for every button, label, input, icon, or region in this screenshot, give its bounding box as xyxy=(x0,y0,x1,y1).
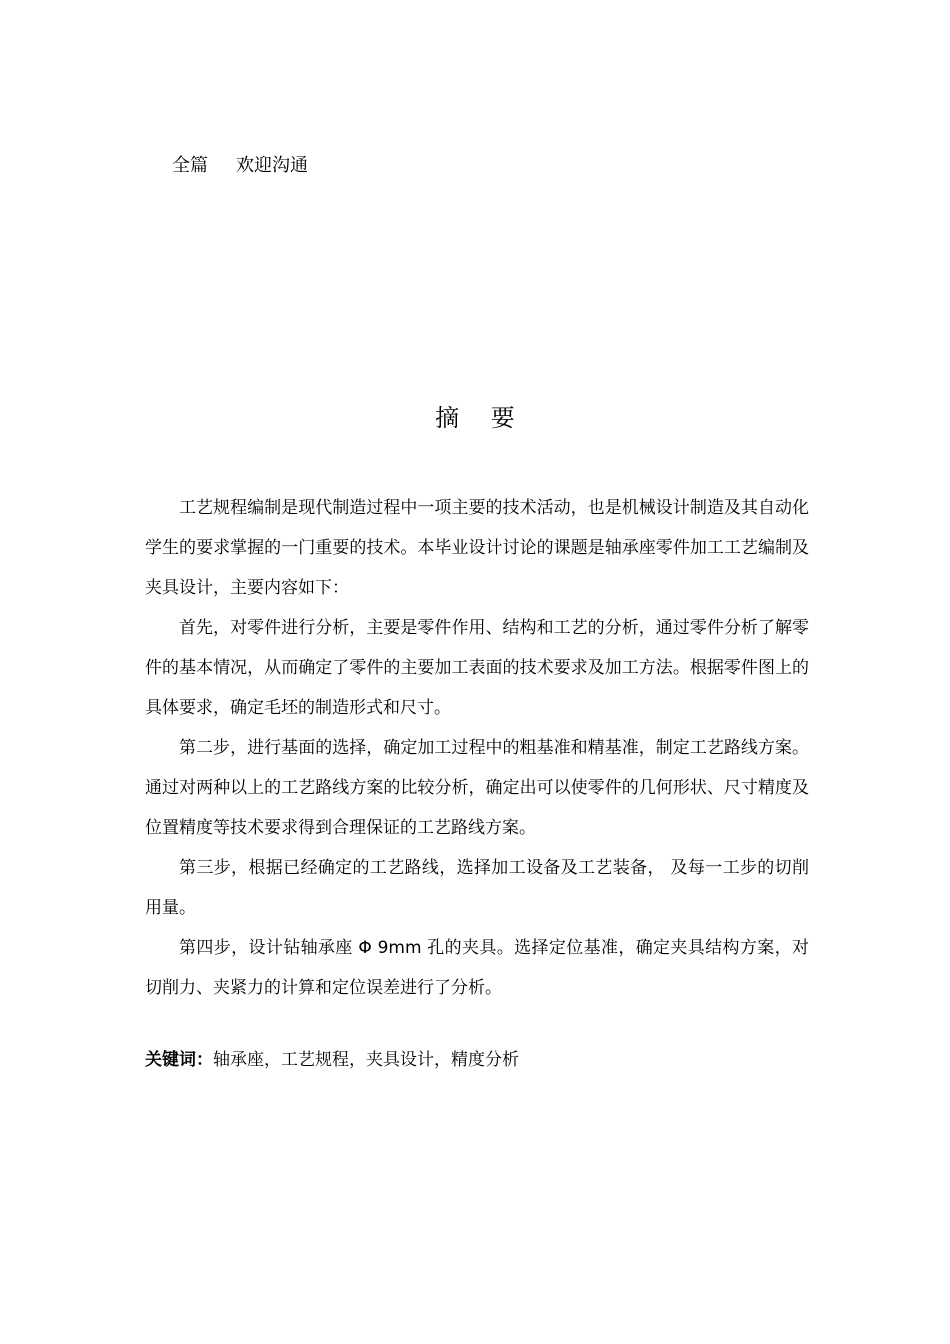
keywords-line xyxy=(145,1042,519,1078)
abstract-paragraph-step4: 第四步，设计钻轴承座 Φ 9mm 孔的夹具。选择定位基准，确定夹具结构方案，对切削力、夹紧力的计算和定位误差进行了分析。 xyxy=(145,938,809,998)
abstract-body xyxy=(145,488,809,1008)
abstract-title: 摘 要 xyxy=(435,404,527,432)
abstract-paragraph-intro: 工艺规程编制是现代制造过程中一项主要的技术活动，也是机械设计制造及其自动化学生的要求掌握的一门重要的技术。本毕业设计讨论的课题是轴承座零件加工工艺编制及夹具设计，主要内容如下： xyxy=(145,498,809,598)
abstract-paragraph-step2: 第二步，进行基面的选择，确定加工过程中的粗基准和精基准，制定工艺路线方案。通过对两种以上的工艺路线方案的比较分析，确定出可以使零件的几何形状、尺寸精度及位置精度等技术要求得到合理保证的工艺路线方案。 xyxy=(145,738,809,838)
header-note xyxy=(172,152,308,180)
abstract-paragraph-step3: 第三步，根据已经确定的工艺路线，选择加工设备及工艺装备， 及每一工步的切削用量。 xyxy=(145,858,809,918)
keywords-value: 轴承座，工艺规程，夹具设计，精度分析 xyxy=(213,1050,519,1070)
header-note-left: 全篇 xyxy=(172,155,208,176)
abstract-paragraph-step1: 首先，对零件进行分析，主要是零件作用、结构和工艺的分析，通过零件分析了解零件的基本情况，从而确定了零件的主要加工表面的技术要求及加工方法。根据零件图上的具体要求，确定毛坯的制造形式和尺寸。 xyxy=(145,618,809,718)
header-note-right: 欢迎沟通 xyxy=(236,155,308,176)
keywords-label: 关键词： xyxy=(145,1050,213,1070)
